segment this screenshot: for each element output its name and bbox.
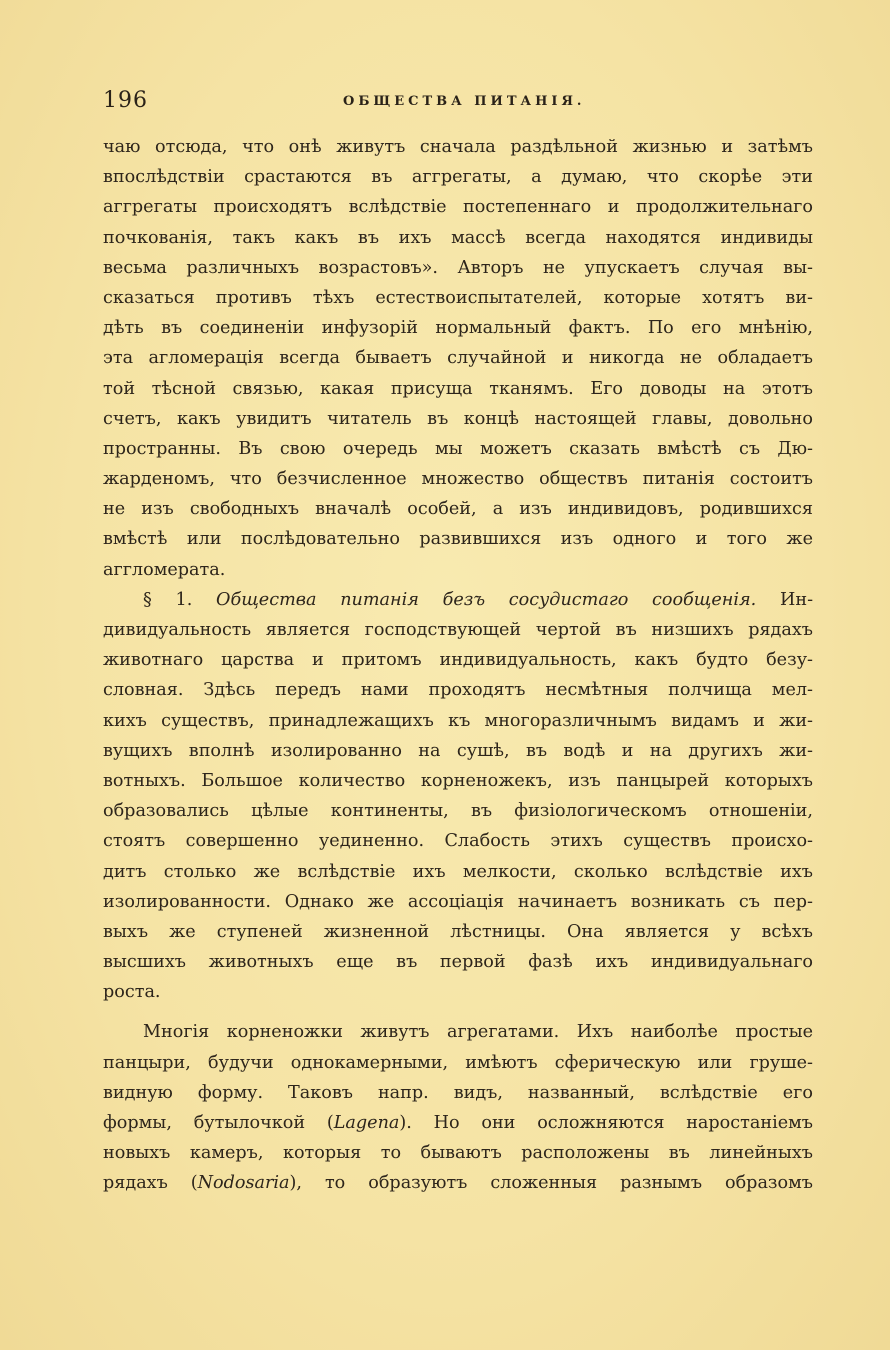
text-line: новыхъ камеръ, которыя то бываютъ расположены въ линейныхъ — [103, 1143, 813, 1164]
text-line: кихъ существъ, принадлежащихъ къ многоразличнымъ видамъ и жи- — [103, 710, 813, 731]
section-heading-line — [103, 585, 813, 615]
text-line: высшихъ животныхъ еще въ первой фазѣ ихъ индивидуальнаго — [103, 952, 813, 973]
text-line: аггломерата. — [103, 559, 226, 580]
text-line — [103, 1108, 813, 1138]
body-text — [103, 132, 813, 1199]
section-title: Общества питанія безъ сосудистаго сообщенія. — [216, 589, 757, 610]
running-head: ОБЩЕСТВА ПИТАНІЯ. — [343, 94, 586, 109]
page-header — [103, 88, 813, 118]
lagena-after: ). Но они осложняются наростаніемъ — [399, 1113, 813, 1133]
lagena-before: формы, бутылочкой ( — [103, 1113, 334, 1133]
text-line: чаю отсюда, что онѣ живутъ сначала раздѣльной жизнью и затѣмъ — [103, 137, 813, 157]
paragraph-gap — [103, 1007, 813, 1017]
text-line: вущихъ вполнѣ изолированно на сушѣ, въ водѣ и на другихъ жи- — [103, 740, 813, 761]
text-line: впослѣдствіи срастаются въ аггрегаты, а думаю, что скорѣе эти — [103, 167, 813, 188]
text-line: почкованія, такъ какъ въ ихъ массѣ всегда находятся индивиды — [103, 227, 813, 248]
text-line: не изъ свободныхъ вначалѣ особей, а изъ индивидовъ, родившихся — [103, 499, 813, 520]
text-line: словная. Здѣсь передъ нами проходятъ несмѣтныя полчища мел- — [103, 680, 813, 701]
text-line: аггрегаты происходятъ вслѣдствіе постепеннаго и продолжительнаго — [103, 197, 813, 218]
nodosaria-before: рядахъ ( — [103, 1173, 198, 1194]
text-line: счетъ, какъ увидитъ читатель въ концѣ настоящей главы, довольно — [103, 408, 813, 429]
text-line: жарденомъ, что безчисленное множество обществъ питанія состоитъ — [103, 469, 813, 490]
nodosaria-after: ), то образуютъ сложенныя разнымъ образомъ — [289, 1173, 813, 1194]
text-line: образовались цѣлые континенты, въ физіологическомъ отношеніи, — [103, 801, 813, 822]
text-line: вмѣстѣ или послѣдовательно развившихся изъ одного и того же — [103, 529, 813, 550]
text-line: панцыри, будучи однокамерными, имѣютъ сферическую или груше- — [103, 1052, 813, 1073]
text-line: выхъ же ступеней жизненной лѣстницы. Она является у всѣхъ — [103, 921, 813, 942]
text-line: сказаться противъ тѣхъ естествоиспытателей, которые хотятъ ви- — [103, 287, 813, 308]
text-line: дѣть въ соединеніи инфузорій нормальный фактъ. По его мнѣнію, — [103, 318, 813, 339]
text-line: дивидуальность является господствующей чертой въ низшихъ рядахъ — [103, 620, 813, 640]
text-line: весьма различныхъ возрастовъ». Авторъ не упускаетъ случая вы- — [103, 257, 813, 278]
section-number: § 1. — [143, 589, 193, 610]
nodosaria-term: Nodosaria — [197, 1173, 290, 1194]
text-line: эта агломерація всегда бываетъ случайной и никогда не обладаетъ — [103, 348, 813, 369]
text-line: вотныхъ. Большое количество корненожекъ, изъ панцырей которыхъ — [103, 770, 813, 791]
text-line — [103, 1168, 813, 1198]
text-line: видную форму. Таковъ напр. видъ, названный, вслѣдствіе его — [103, 1082, 813, 1103]
text-line: стоятъ совершенно уединенно. Слабость этихъ существъ происхо- — [103, 831, 813, 852]
text-line: изолированности. Однако же ассоціація начинаетъ возникать съ пер- — [103, 891, 813, 912]
lagena-term: Lagena — [333, 1113, 400, 1133]
text-line: пространны. Въ свою очередь мы можетъ сказать вмѣстѣ съ Дю- — [103, 438, 813, 459]
text-line: дитъ столько же вслѣдствіе ихъ мелкости, сколько вслѣдствіе ихъ — [103, 861, 813, 882]
text-line: Многія корненожки живутъ агрегатами. Ихъ наиболѣе простые — [143, 1022, 813, 1043]
section-first-tail: Ин- — [780, 589, 813, 610]
text-line: роста. — [103, 982, 161, 1003]
text-line: той тѣсной связью, какая присуща тканямъ. Его доводы на этотъ — [103, 378, 813, 399]
text-line: животнаго царства и притомъ индивидуальность, какъ будто безу- — [103, 650, 813, 671]
page-number: 196 — [103, 88, 148, 113]
